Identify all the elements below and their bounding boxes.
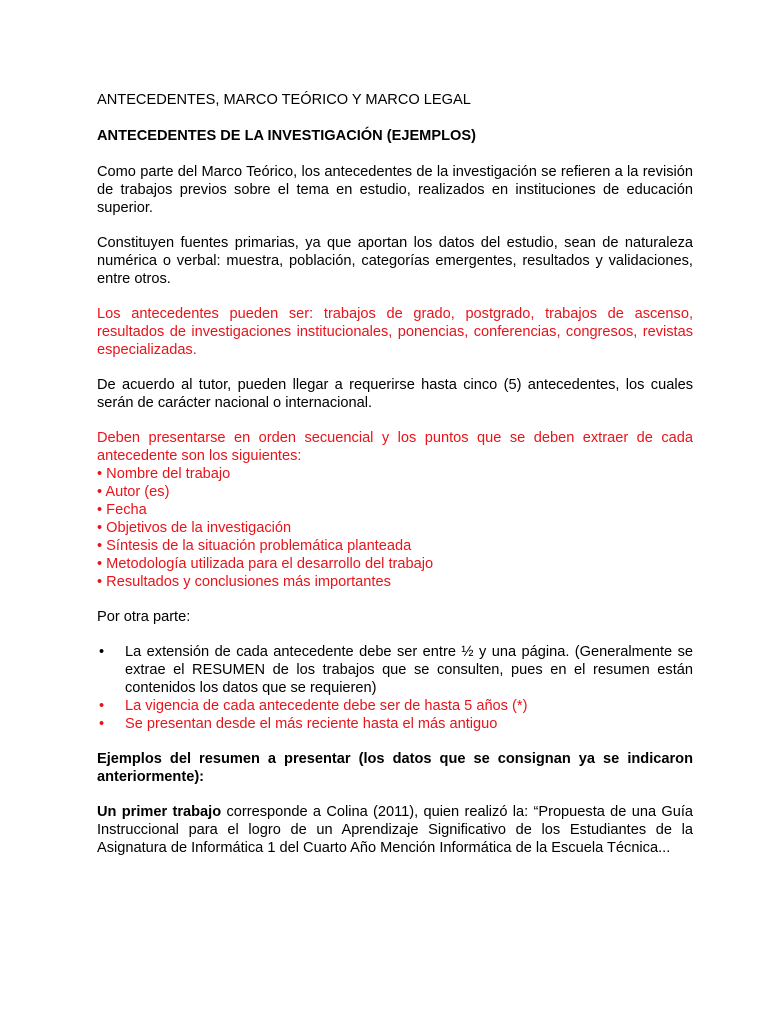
red-point-item: • Autor (es)	[97, 484, 170, 500]
bullet-marker: •	[99, 644, 105, 660]
bullet-marker: •	[99, 698, 105, 714]
paragraph-tutor: De acuerdo al tutor, pueden llegar a requerirse hasta cinco (5) antecedentes, los cuales serán de carácter nacional o internacional.	[97, 377, 693, 411]
red-points-intro: Deben presentarse en orden secuencial y los puntos que se deben extraer de cada antecedente son los siguientes:	[97, 430, 693, 464]
red-points-block	[97, 429, 693, 591]
paragraph-fuentes-primarias: Constituyen fuentes primarias, ya que aportan los datos del estudio, sean de naturaleza numérica o verbal: muestra, población, categorías emergentes, resultados y validaciones, entre otros.	[97, 235, 693, 287]
red-point-item: • Metodología utilizada para el desarrollo del trabajo	[97, 556, 434, 572]
bullet-marker: •	[99, 716, 105, 732]
section-heading: ANTECEDENTES DE LA INVESTIGACIÓN (EJEMPLOS)	[97, 128, 476, 144]
first-work-label: Un primer trabajo	[97, 804, 222, 820]
paragraph-marco-teorico: Como parte del Marco Teórico, los antecedentes de la investigación se refieren a la revisión de trabajos previos sobre el tema en estudio, realizados en instituciones de educación superior.	[97, 164, 693, 216]
paragraph-tipos-antecedentes: Los antecedentes pueden ser: trabajos de grado, postgrado, trabajos de ascenso, resultados de investigaciones institucionales, ponencias, conferencias, congresos, revistas especializadas.	[97, 306, 693, 358]
red-point-item: • Nombre del trabajo	[97, 466, 231, 482]
red-point-item: • Fecha	[97, 502, 147, 518]
bullet-list	[97, 643, 693, 733]
first-work-paragraph	[97, 803, 693, 857]
bullet-text: Se presentan desde el más reciente hasta el más antiguo	[125, 716, 498, 732]
red-point-item: • Objetivos de la investigación	[97, 520, 292, 536]
bullet-item	[97, 697, 693, 715]
examples-heading: Ejemplos del resumen a presentar (los datos que se consignan ya se indicaron anteriormente):	[97, 751, 693, 785]
bullet-item	[97, 643, 693, 697]
bullet-text: La vigencia de cada antecedente debe ser de hasta 5 años (*)	[125, 698, 528, 714]
bullet-text: La extensión de cada antecedente debe ser entre ½ y una página. (Generalmente se extrae el RESUMEN de los trabajos que se consulten, pues en el resumen están contenidos los datos que se requieren)	[125, 644, 693, 696]
bullet-item	[97, 715, 693, 733]
red-point-item: • Resultados y conclusiones más importantes	[97, 574, 391, 590]
first-work-text: corresponde a Colina (2011), quien realizó la: “Propuesta de una Guía Instruccional para el logro de un Aprendizaje Significativo de los Estudiantes de la Asignatura de Informática 1 del Cuarto Año Mención Informática de la Escuela Técnica...	[97, 804, 694, 856]
red-point-item: • Síntesis de la situación problemática planteada	[97, 538, 412, 554]
por-otra-parte-label: Por otra parte:	[97, 609, 191, 625]
document-title: ANTECEDENTES, MARCO TEÓRICO Y MARCO LEGAL	[97, 92, 471, 108]
